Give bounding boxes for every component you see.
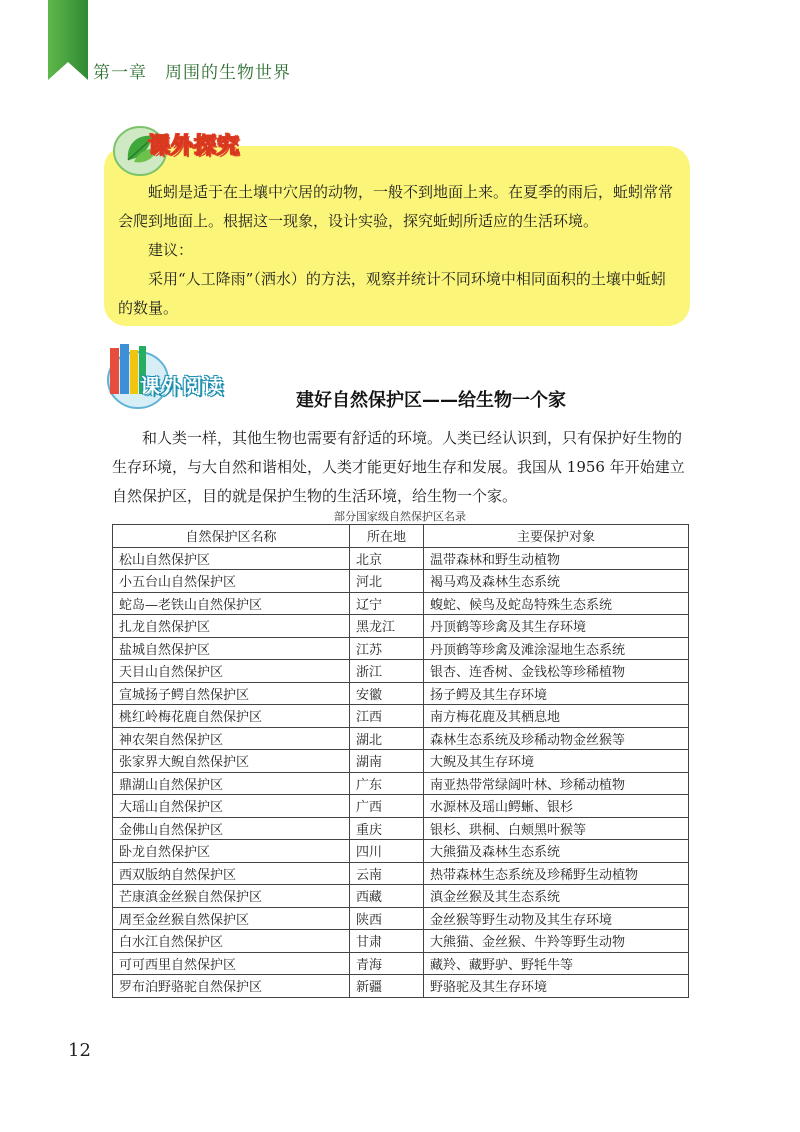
table-row: [113, 682, 689, 705]
reserve-name-cell: 松山自然保护区: [113, 547, 350, 570]
explore-title: 课外探究: [148, 134, 241, 159]
article-title: 建好自然保护区——给生物一个家: [296, 390, 566, 411]
protected-objects-cell: 大熊猫、金丝猴、牛羚等野生动物: [424, 930, 689, 953]
table-row: [113, 817, 689, 840]
page-number: 12: [68, 1040, 91, 1061]
reserve-name-cell: 白水江自然保护区: [113, 930, 350, 953]
table-row: [113, 570, 689, 593]
location-cell: 辽宁: [350, 592, 424, 615]
location-cell: 四川: [350, 840, 424, 863]
location-cell: 江苏: [350, 637, 424, 660]
reserve-name-cell: 桃红岭梅花鹿自然保护区: [113, 705, 350, 728]
table-row: [113, 885, 689, 908]
reserve-name-cell: 蛇岛—老铁山自然保护区: [113, 592, 350, 615]
table-row: [113, 727, 689, 750]
table-row: [113, 862, 689, 885]
table-row: [113, 705, 689, 728]
reserve-name-cell: 大瑶山自然保护区: [113, 795, 350, 818]
protected-objects-cell: 大熊猫及森林生态系统: [424, 840, 689, 863]
location-cell: 江西: [350, 705, 424, 728]
reserve-name-cell: 宣城扬子鳄自然保护区: [113, 682, 350, 705]
suggestion-label: 建议：: [148, 241, 194, 259]
header-protected-objects: 主要保护对象: [424, 525, 689, 548]
protected-objects-cell: 丹顶鹤等珍禽及其生存环境: [424, 615, 689, 638]
location-cell: 安徽: [350, 682, 424, 705]
protected-objects-cell: 银杏、连香树、金钱松等珍稀植物: [424, 660, 689, 683]
table-caption: 部分国家级自然保护区名录: [334, 510, 466, 523]
location-cell: 湖北: [350, 727, 424, 750]
nature-reserve-table: [112, 524, 689, 998]
protected-objects-cell: 野骆驼及其生存环境: [424, 975, 689, 998]
reserve-name-cell: 扎龙自然保护区: [113, 615, 350, 638]
table-row: [113, 795, 689, 818]
reserve-name-cell: 张家界大鲵自然保护区: [113, 750, 350, 773]
table-row: [113, 772, 689, 795]
chapter-title: 第一章 周围的生物世界: [93, 63, 291, 83]
reserve-name-cell: 金佛山自然保护区: [113, 817, 350, 840]
table-row: [113, 637, 689, 660]
table-row: [113, 840, 689, 863]
reserve-name-cell: 周至金丝猴自然保护区: [113, 907, 350, 930]
reserve-name-cell: 天目山自然保护区: [113, 660, 350, 683]
location-cell: 西藏: [350, 885, 424, 908]
table-row: [113, 592, 689, 615]
protected-objects-cell: 藏羚、藏野驴、野牦牛等: [424, 952, 689, 975]
location-cell: 广西: [350, 795, 424, 818]
protected-objects-cell: 扬子鳄及其生存环境: [424, 682, 689, 705]
suggestion-text: 采用“人工降雨”（洒水）的方法，观察并统计不同环境中相同面积的土壤中蚯蚓的数量。: [118, 270, 666, 317]
reading-title: 课外阅读: [140, 374, 224, 398]
location-cell: 陕西: [350, 907, 424, 930]
location-cell: 湖南: [350, 750, 424, 773]
protected-objects-cell: 金丝猴等野生动物及其生存环境: [424, 907, 689, 930]
location-cell: 黑龙江: [350, 615, 424, 638]
table-row: [113, 750, 689, 773]
table-header-row: [113, 525, 689, 548]
protected-objects-cell: 森林生态系统及珍稀动物金丝猴等: [424, 727, 689, 750]
reserve-name-cell: 盐城自然保护区: [113, 637, 350, 660]
article-body: [112, 424, 692, 511]
reserve-name-cell: 小五台山自然保护区: [113, 570, 350, 593]
reserve-name-cell: 西双版纳自然保护区: [113, 862, 350, 885]
location-cell: 重庆: [350, 817, 424, 840]
table-row: [113, 975, 689, 998]
location-cell: 浙江: [350, 660, 424, 683]
protected-objects-cell: 滇金丝猴及其生态系统: [424, 885, 689, 908]
location-cell: 河北: [350, 570, 424, 593]
table-row: [113, 615, 689, 638]
table-row: [113, 660, 689, 683]
reserve-name-cell: 卧龙自然保护区: [113, 840, 350, 863]
table-row: [113, 952, 689, 975]
header-reserve-name: 自然保护区名称: [113, 525, 350, 548]
protected-objects-cell: 南亚热带常绿阔叶林、珍稀动植物: [424, 772, 689, 795]
location-cell: 广东: [350, 772, 424, 795]
explore-text: [118, 178, 680, 323]
reserve-name-cell: 可可西里自然保护区: [113, 952, 350, 975]
table-row: [113, 547, 689, 570]
article-paragraph: 和人类一样，其他生物也需要有舒适的环境。人类已经认识到，只有保护好生物的生存环境，与大自然和谐相处，人类才能更好地生存和发展。我国从 1956 年开始建立自然保护区，目的就是保护生物的生活环境，给生物一个家。: [112, 429, 685, 505]
protected-objects-cell: 蝮蛇、候鸟及蛇岛特殊生态系统: [424, 592, 689, 615]
protected-objects-cell: 热带森林生态系统及珍稀野生动植物: [424, 862, 689, 885]
location-cell: 新疆: [350, 975, 424, 998]
reserve-name-cell: 罗布泊野骆驼自然保护区: [113, 975, 350, 998]
location-cell: 青海: [350, 952, 424, 975]
location-cell: 北京: [350, 547, 424, 570]
reserve-name-cell: 鼎湖山自然保护区: [113, 772, 350, 795]
protected-objects-cell: 银杉、珙桐、白颊黑叶猴等: [424, 817, 689, 840]
protected-objects-cell: 大鲵及其生存环境: [424, 750, 689, 773]
header-location: 所在地: [350, 525, 424, 548]
table-row: [113, 930, 689, 953]
protected-objects-cell: 水源林及瑶山鳄蜥、银杉: [424, 795, 689, 818]
explore-paragraph: 蚯蚓是适于在土壤中穴居的动物，一般不到地面上来。在夏季的雨后，蚯蚓常常会爬到地面上。根据这一现象，设计实验，探究蚯蚓所适应的生活环境。: [118, 183, 674, 230]
location-cell: 云南: [350, 862, 424, 885]
protected-objects-cell: 丹顶鹤等珍禽及滩涂湿地生态系统: [424, 637, 689, 660]
protected-objects-cell: 温带森林和野生动植物: [424, 547, 689, 570]
protected-objects-cell: 褐马鸡及森林生态系统: [424, 570, 689, 593]
table-row: [113, 907, 689, 930]
ribbon-bookmark-icon: [48, 0, 88, 80]
reserve-name-cell: 神农架自然保护区: [113, 727, 350, 750]
location-cell: 甘肃: [350, 930, 424, 953]
reserve-name-cell: 芒康滇金丝猴自然保护区: [113, 885, 350, 908]
protected-objects-cell: 南方梅花鹿及其栖息地: [424, 705, 689, 728]
